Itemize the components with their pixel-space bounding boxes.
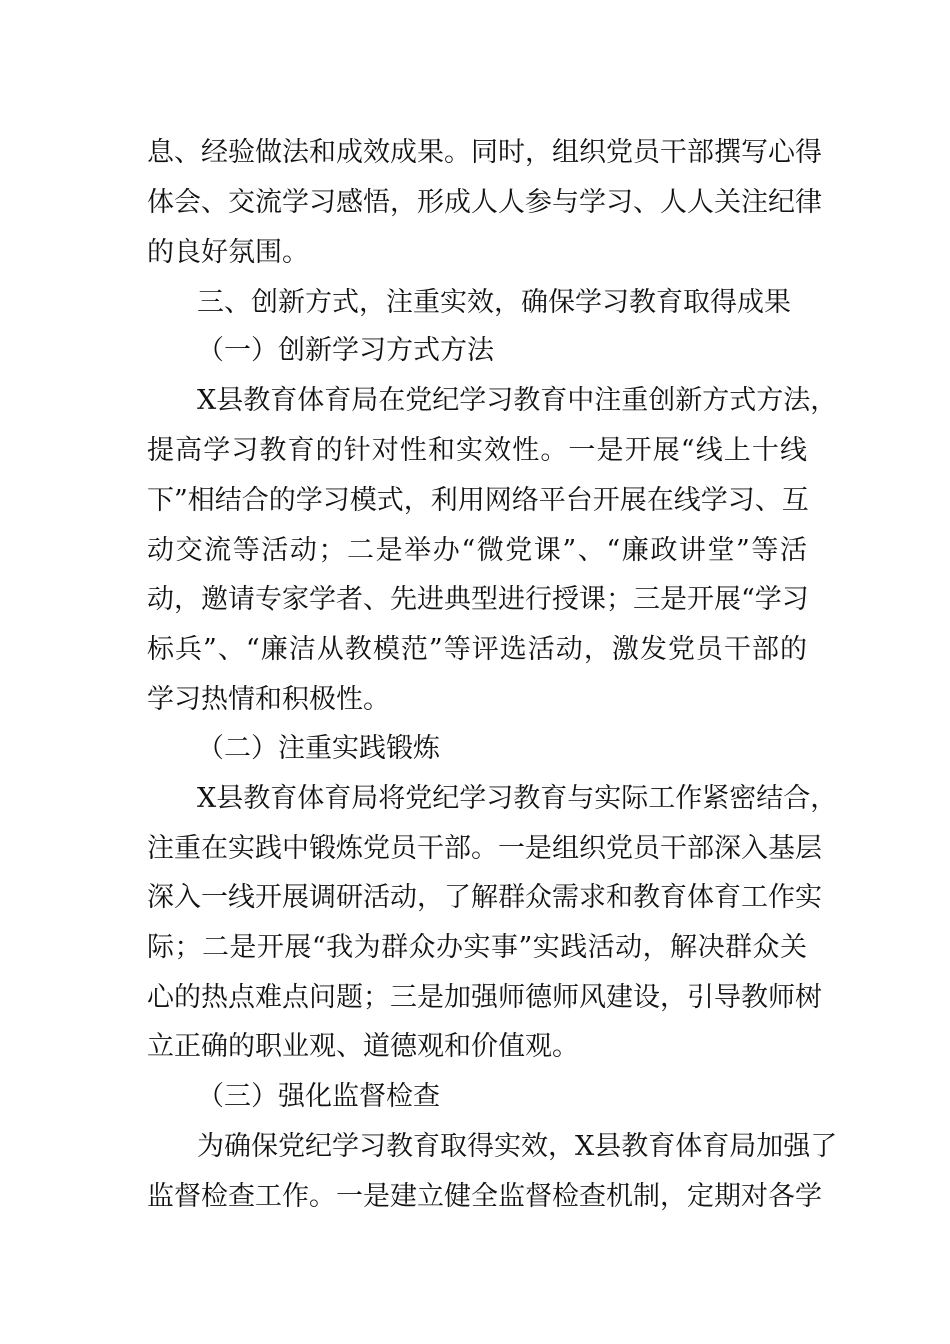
paragraph-line: 体会、交流学习感悟，形成人人参与学习、人人关注纪律 xyxy=(147,187,822,218)
paragraph-line: X县教育体育局将党纪学习教育与实际工作紧密结合， xyxy=(197,783,838,814)
paragraph-line: 监督检查工作。一是建立健全监督检查机制，定期对各学 xyxy=(147,1181,822,1212)
paragraph-line: 动，邀请专家学者、先进典型进行授课；三是开展“学习 xyxy=(147,584,809,615)
paragraph-line: X县教育体育局在党纪学习教育中注重创新方式方法， xyxy=(197,385,838,416)
paragraph-line: 立正确的职业观、道德观和价值观。 xyxy=(147,1031,579,1062)
paragraph-line: 深入一线开展调研活动，了解群众需求和教育体育工作实 xyxy=(147,882,822,913)
subsection-heading: （三）强化监督检查 xyxy=(197,1081,440,1112)
paragraph-line: 注重在实践中锻炼党员干部。一是组织党员干部深入基层 xyxy=(147,833,822,864)
paragraph-line: 心的热点难点问题；三是加强师德师风建设，引导教师树 xyxy=(147,982,822,1013)
paragraph-line: 学习热情和积极性。 xyxy=(147,684,390,715)
paragraph-line: 的良好氛围。 xyxy=(147,237,309,268)
paragraph-line: 提高学习教育的针对性和实效性。一是开展“线上十线 xyxy=(147,435,807,466)
paragraph-line: 下”相结合的学习模式，利用网络平台开展在线学习、互 xyxy=(147,485,809,516)
subsection-heading: （二）注重实践锻炼 xyxy=(197,733,440,764)
paragraph-line: 息、经验做法和成效成果。同时，组织党员干部撰写心得 xyxy=(147,137,822,168)
subsection-heading: （一）创新学习方式方法 xyxy=(197,335,494,366)
section-heading: 三、创新方式，注重实效，确保学习教育取得成果 xyxy=(197,287,791,318)
paragraph-line: 际；二是开展“我为群众办实事”实践活动，解决群众关 xyxy=(147,932,807,963)
paragraph-line: 标兵”、“廉洁从教模范”等评选活动，激发党员干部的 xyxy=(147,634,807,665)
paragraph-line: 动交流等活动；二是举办“微党课”、“廉政讲堂”等活 xyxy=(147,535,807,566)
paragraph-line: 为确保党纪学习教育取得实效，X县教育体育局加强了 xyxy=(197,1131,838,1162)
